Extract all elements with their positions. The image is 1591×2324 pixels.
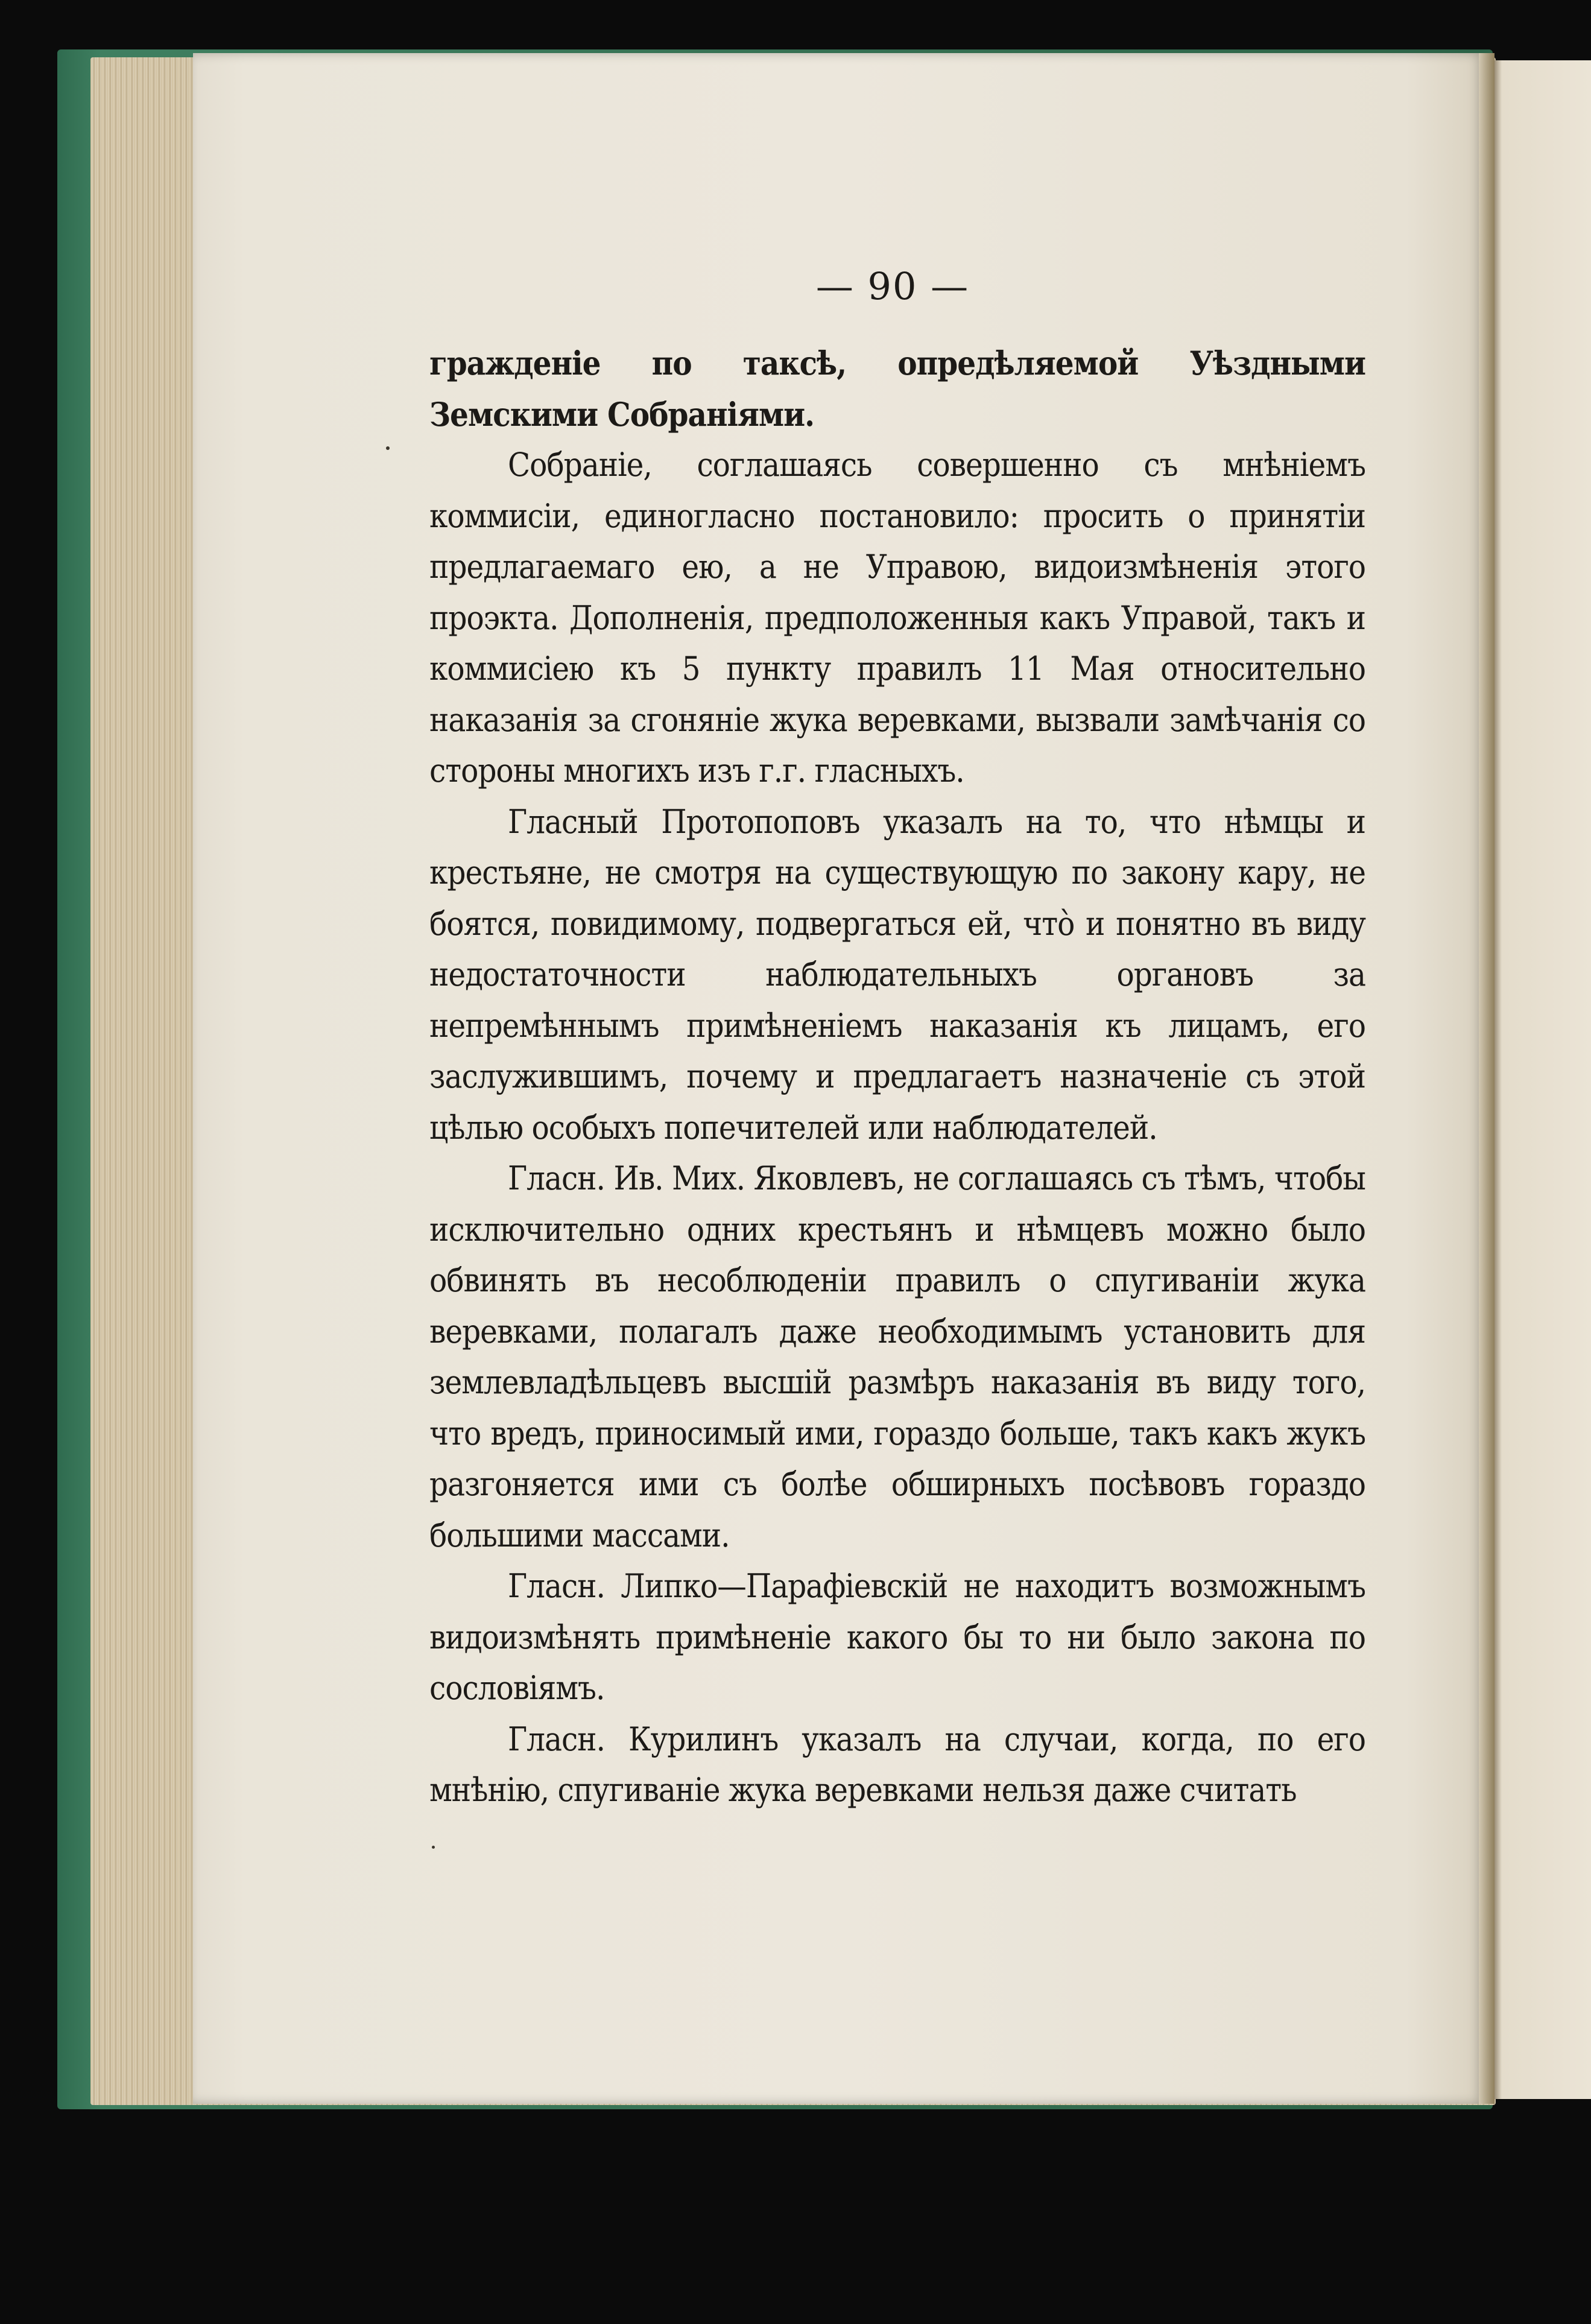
paragraph-sobranie: Собраніе, соглашаясь совершенно съ мнѣніемъ коммисіи, единогласно постановило: просить о принятіи предлагаемаго ею, а не Управою, видоизмѣненія этого проэкта. Дополненія, предположенныя какъ Управой, такъ и коммисіею къ 5 пункту правилъ 11 Мая относительно наказанія за сгоняніе жука веревками, вызвали замѣчанія со стороны многихъ изъ г.г. гласныхъ. [429, 446, 1365, 790]
paragraph-kurilin: Гласн. Курилинъ указалъ на случаи, когда, по его мнѣнію, спугиваніе жука веревками нельзя даже считать [429, 1720, 1365, 1809]
paragraph-yakovlev: Гласн. Ив. Мих. Яковлевъ, не соглашаясь съ тѣмъ, чтобы исключительно одних крестьянъ и нѣмцевъ можно было обвинять въ несоблюденіи правилъ о спугиваніи жука веревками, полагалъ даже необходимымъ установить для землевладѣльцевъ высшій размѣръ наказанія въ виду того, что вредъ, приносимый ими, гораздо больше, такъ какъ жукъ разгоняется ими съ болѣе обширныхъ посѣвовъ гораздо большими массами. [429, 1159, 1365, 1554]
facing-page-edge [1490, 60, 1591, 2099]
paragraph-protopopov: Гласный Протопоповъ указалъ на то, что нѣмцы и крестьяне, не смотря на существующую по закону кару, не боятся, повидимому, подвергаться ей, что̀ и понятно въ виду недостаточности наблюдательныхъ органовъ за непремѣннымъ примѣненіемъ наказанія къ лицамъ, его заслужившимъ, почему и предлагаетъ назначеніе съ этой цѣлью особыхъ попечителей или наблюдателей. [429, 802, 1365, 1147]
page-body [429, 338, 1365, 1816]
paper-speck [432, 1846, 435, 1849]
page-number: — 90 — [815, 264, 970, 308]
paper-speck [386, 446, 390, 450]
paragraph-linko-parafievsky: Гласн. Липко—Парафіевскій не находитъ возможнымъ видоизмѣнять примѣненіе какого бы то ни было закона по сословіямъ. [429, 1567, 1365, 1707]
paragraph-continuation: гражденіе по таксѣ, опредѣляемой Уѣздными Земскими Собраніями. [429, 344, 1365, 434]
page-gutter [1479, 53, 1495, 2104]
